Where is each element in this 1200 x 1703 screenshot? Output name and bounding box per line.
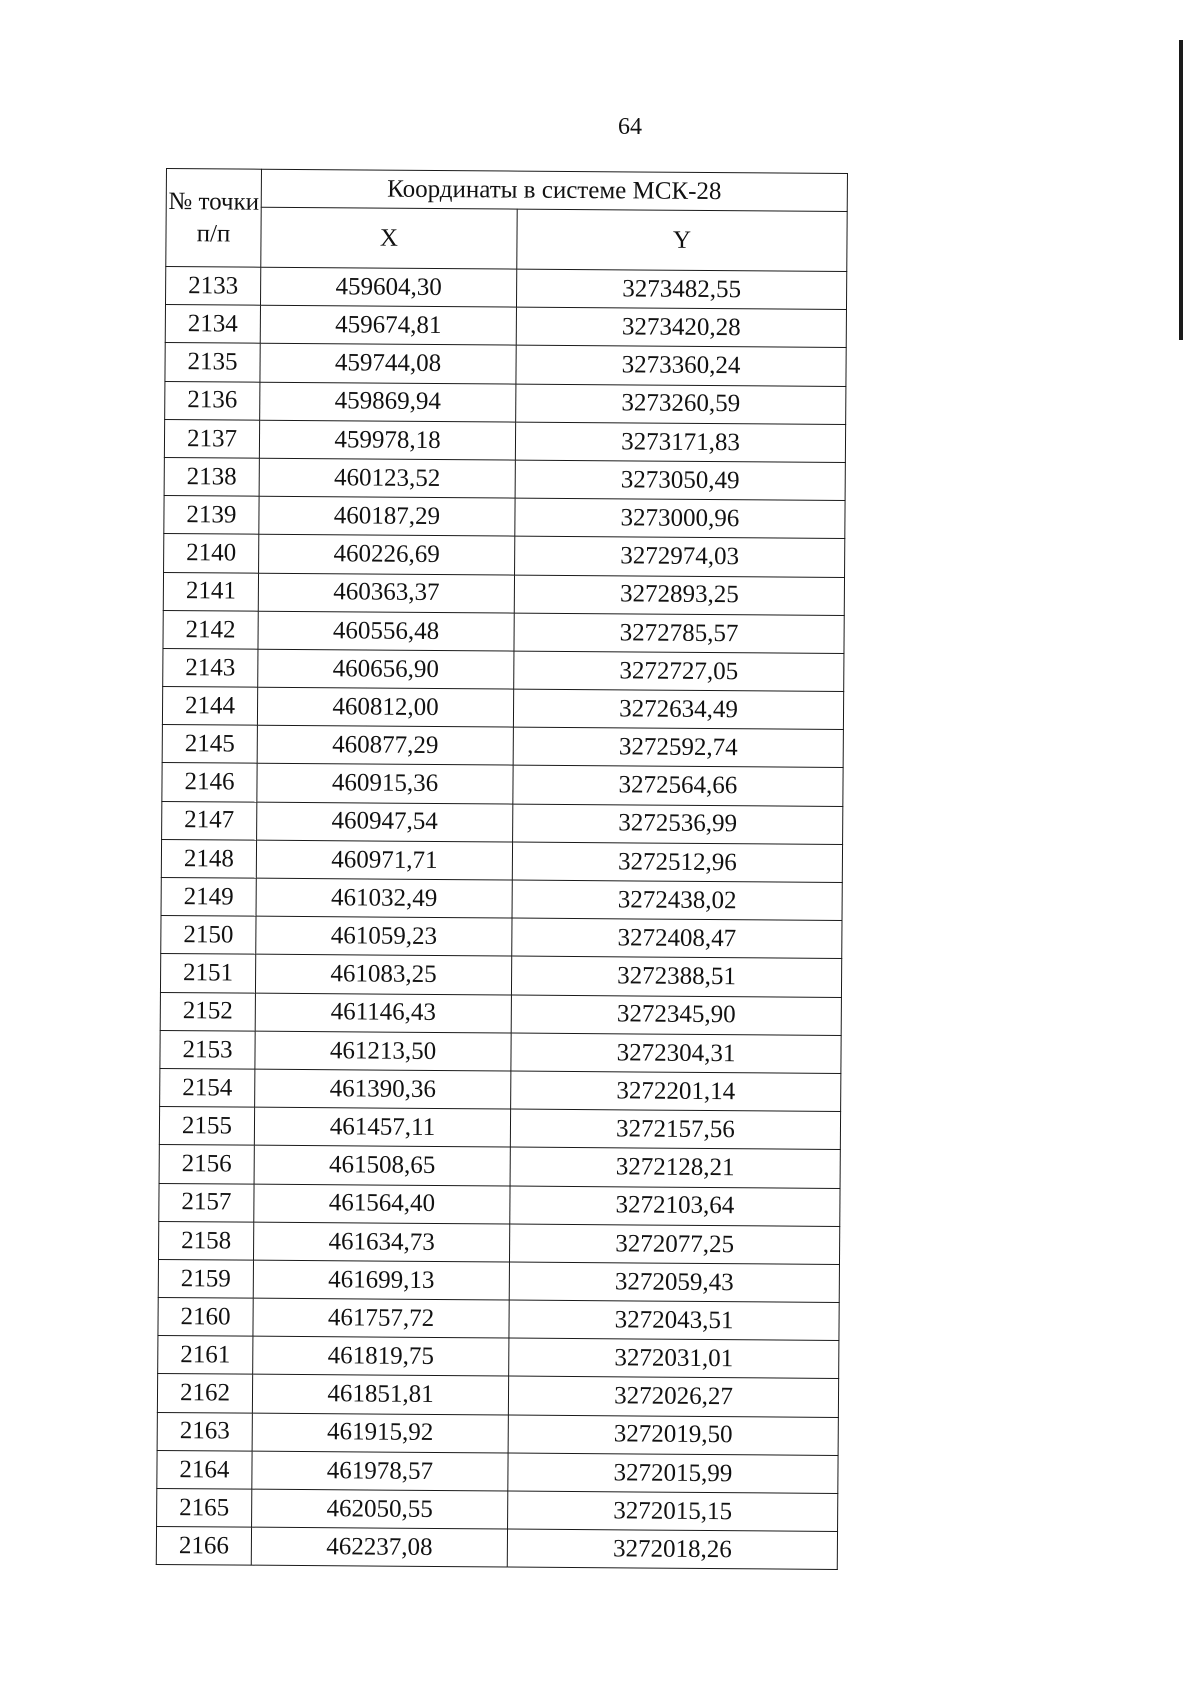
point-number-cell: 2138	[164, 457, 259, 496]
y-coordinate-cell: 3273171,83	[515, 422, 845, 463]
table-row	[159, 1183, 840, 1226]
x-coordinate-cell: 461059,23	[256, 916, 512, 956]
point-number-cell: 2153	[160, 1030, 255, 1069]
x-coordinate-cell: 461851,81	[252, 1375, 508, 1415]
y-coordinate-cell: 3272536,99	[513, 804, 843, 845]
y-coordinate-cell: 3272634,49	[513, 689, 843, 730]
y-coordinate-cell: 3272512,96	[512, 842, 842, 883]
point-number-cell: 2142	[163, 610, 258, 649]
x-coordinate-cell: 459869,94	[260, 382, 516, 422]
y-coordinate-cell: 3273260,59	[516, 384, 846, 425]
y-coordinate-cell: 3272103,64	[510, 1186, 840, 1227]
y-coordinate-cell: 3272564,66	[513, 765, 843, 806]
table-row	[156, 1527, 837, 1570]
header-x: X	[261, 207, 517, 269]
x-coordinate-cell: 461915,92	[252, 1413, 508, 1453]
point-number-cell: 2155	[159, 1107, 254, 1146]
x-coordinate-cell: 461032,49	[256, 878, 512, 918]
table-row	[158, 1298, 839, 1341]
y-coordinate-cell: 3272974,03	[515, 536, 845, 577]
point-number-cell: 2139	[164, 496, 259, 535]
point-number-cell: 2135	[165, 343, 260, 382]
x-coordinate-cell: 461508,65	[254, 1145, 510, 1185]
point-number-cell: 2133	[165, 267, 260, 306]
table-row	[164, 496, 845, 539]
table-row	[161, 877, 842, 920]
x-coordinate-cell: 461699,13	[253, 1260, 509, 1300]
y-coordinate-cell: 3272026,27	[508, 1376, 838, 1417]
y-coordinate-cell: 3272408,47	[512, 918, 842, 959]
point-number-cell: 2161	[158, 1336, 253, 1375]
x-coordinate-cell: 461146,43	[255, 993, 511, 1033]
point-number-cell: 2141	[163, 572, 258, 611]
coordinates-table	[156, 168, 848, 1570]
x-coordinate-cell: 461083,25	[255, 955, 511, 995]
y-coordinate-cell: 3273000,96	[515, 498, 845, 539]
table-row	[162, 763, 843, 806]
y-coordinate-cell: 3273360,24	[516, 345, 846, 386]
header-point-number	[166, 169, 262, 268]
y-coordinate-cell: 3272304,31	[511, 1033, 841, 1074]
scan-edge-line	[1179, 40, 1183, 340]
table-row	[164, 457, 845, 500]
header-y: Y	[517, 209, 847, 271]
point-number-cell: 2134	[165, 305, 260, 344]
y-coordinate-cell: 3273482,55	[516, 269, 846, 310]
y-coordinate-cell: 3272019,50	[508, 1415, 838, 1456]
table-row	[160, 1030, 841, 1073]
table-row	[157, 1488, 838, 1531]
y-coordinate-cell: 3272785,57	[514, 613, 844, 654]
table-row	[165, 343, 846, 386]
table-row	[158, 1221, 839, 1264]
table-row	[158, 1336, 839, 1379]
table-row	[159, 1145, 840, 1188]
y-coordinate-cell: 3272201,14	[511, 1071, 841, 1112]
x-coordinate-cell: 462237,08	[251, 1527, 507, 1567]
table-row	[162, 687, 843, 730]
point-number-cell: 2157	[159, 1183, 254, 1222]
y-coordinate-cell: 3272345,90	[511, 995, 841, 1036]
point-number-cell: 2152	[160, 992, 255, 1031]
table-row	[164, 419, 845, 462]
point-number-cell: 2154	[160, 1068, 255, 1107]
y-coordinate-cell: 3272015,99	[508, 1453, 838, 1494]
table-row	[162, 725, 843, 768]
y-coordinate-cell: 3272018,26	[507, 1529, 837, 1570]
point-number-cell: 2148	[161, 839, 256, 878]
y-coordinate-cell: 3272031,01	[509, 1338, 839, 1379]
point-number-cell: 2150	[161, 916, 256, 955]
y-coordinate-cell: 3272059,43	[509, 1262, 839, 1303]
page-number: 64	[618, 114, 642, 140]
table-row	[163, 648, 844, 691]
point-number-cell: 2149	[161, 877, 256, 916]
header-point-number-label: № точки п/п	[168, 188, 260, 247]
x-coordinate-cell: 460226,69	[259, 535, 515, 575]
x-coordinate-cell: 460187,29	[259, 496, 515, 536]
y-coordinate-cell: 3272438,02	[512, 880, 842, 921]
table-row	[165, 267, 846, 310]
table-row	[160, 954, 841, 997]
x-coordinate-cell: 460556,48	[258, 611, 514, 651]
y-coordinate-cell: 3272128,21	[510, 1147, 840, 1188]
header-coordinates-title: Координаты в системе МСК-28	[261, 169, 847, 211]
table-row	[164, 534, 845, 577]
table-row	[160, 992, 841, 1035]
x-coordinate-cell: 461757,72	[253, 1298, 509, 1338]
table-body	[156, 267, 846, 1570]
point-number-cell: 2136	[165, 381, 260, 420]
y-coordinate-cell: 3272592,74	[513, 727, 843, 768]
point-number-cell: 2166	[156, 1527, 251, 1566]
point-number-cell: 2158	[158, 1221, 253, 1260]
point-number-cell: 2162	[157, 1374, 252, 1413]
table-row	[160, 1068, 841, 1111]
point-number-cell: 2156	[159, 1145, 254, 1184]
y-coordinate-cell: 3272727,05	[514, 651, 844, 692]
x-coordinate-cell: 459744,08	[260, 344, 516, 384]
table-row	[165, 305, 846, 348]
x-coordinate-cell: 460915,36	[257, 764, 513, 804]
point-number-cell: 2165	[157, 1488, 252, 1527]
y-coordinate-cell: 3273050,49	[515, 460, 845, 501]
table-row	[163, 610, 844, 653]
table-row	[161, 839, 842, 882]
table-row	[157, 1450, 838, 1493]
y-coordinate-cell: 3273420,28	[516, 307, 846, 348]
point-number-cell: 2137	[164, 419, 259, 458]
table-row	[157, 1412, 838, 1455]
x-coordinate-cell: 462050,55	[252, 1489, 508, 1529]
x-coordinate-cell: 459978,18	[259, 420, 515, 460]
point-number-cell: 2160	[158, 1298, 253, 1337]
x-coordinate-cell: 461819,75	[253, 1336, 509, 1376]
x-coordinate-cell: 461564,40	[254, 1184, 510, 1224]
x-coordinate-cell: 460877,29	[257, 725, 513, 765]
x-coordinate-cell: 461213,50	[255, 1031, 511, 1071]
point-number-cell: 2151	[160, 954, 255, 993]
y-coordinate-cell: 3272157,56	[510, 1109, 840, 1150]
x-coordinate-cell: 460656,90	[258, 649, 514, 689]
table-row	[159, 1107, 840, 1150]
point-number-cell: 2143	[163, 648, 258, 687]
x-coordinate-cell: 459604,30	[260, 267, 516, 307]
x-coordinate-cell: 461978,57	[252, 1451, 508, 1491]
point-number-cell: 2140	[164, 534, 259, 573]
x-coordinate-cell: 460363,37	[258, 573, 514, 613]
y-coordinate-cell: 3272077,25	[509, 1224, 839, 1265]
point-number-cell: 2144	[162, 687, 257, 726]
y-coordinate-cell: 3272043,51	[509, 1300, 839, 1341]
table-row	[158, 1259, 839, 1302]
point-number-cell: 2146	[162, 763, 257, 802]
table-row	[162, 801, 843, 844]
point-number-cell: 2147	[162, 801, 257, 840]
point-number-cell: 2145	[162, 725, 257, 764]
point-number-cell: 2164	[157, 1450, 252, 1489]
x-coordinate-cell: 460947,54	[257, 802, 513, 842]
x-coordinate-cell: 461634,73	[253, 1222, 509, 1262]
x-coordinate-cell: 461457,11	[254, 1107, 510, 1147]
y-coordinate-cell: 3272388,51	[511, 956, 841, 997]
y-coordinate-cell: 3272893,25	[514, 575, 844, 616]
table-row	[157, 1374, 838, 1417]
y-coordinate-cell: 3272015,15	[508, 1491, 838, 1532]
point-number-cell: 2159	[158, 1259, 253, 1298]
x-coordinate-cell: 460971,71	[256, 840, 512, 880]
x-coordinate-cell: 460123,52	[259, 458, 515, 498]
table-row	[165, 381, 846, 424]
table-row	[163, 572, 844, 615]
x-coordinate-cell: 461390,36	[255, 1069, 511, 1109]
table-row	[161, 916, 842, 959]
x-coordinate-cell: 460812,00	[257, 687, 513, 727]
point-number-cell: 2163	[157, 1412, 252, 1451]
x-coordinate-cell: 459674,81	[260, 305, 516, 345]
